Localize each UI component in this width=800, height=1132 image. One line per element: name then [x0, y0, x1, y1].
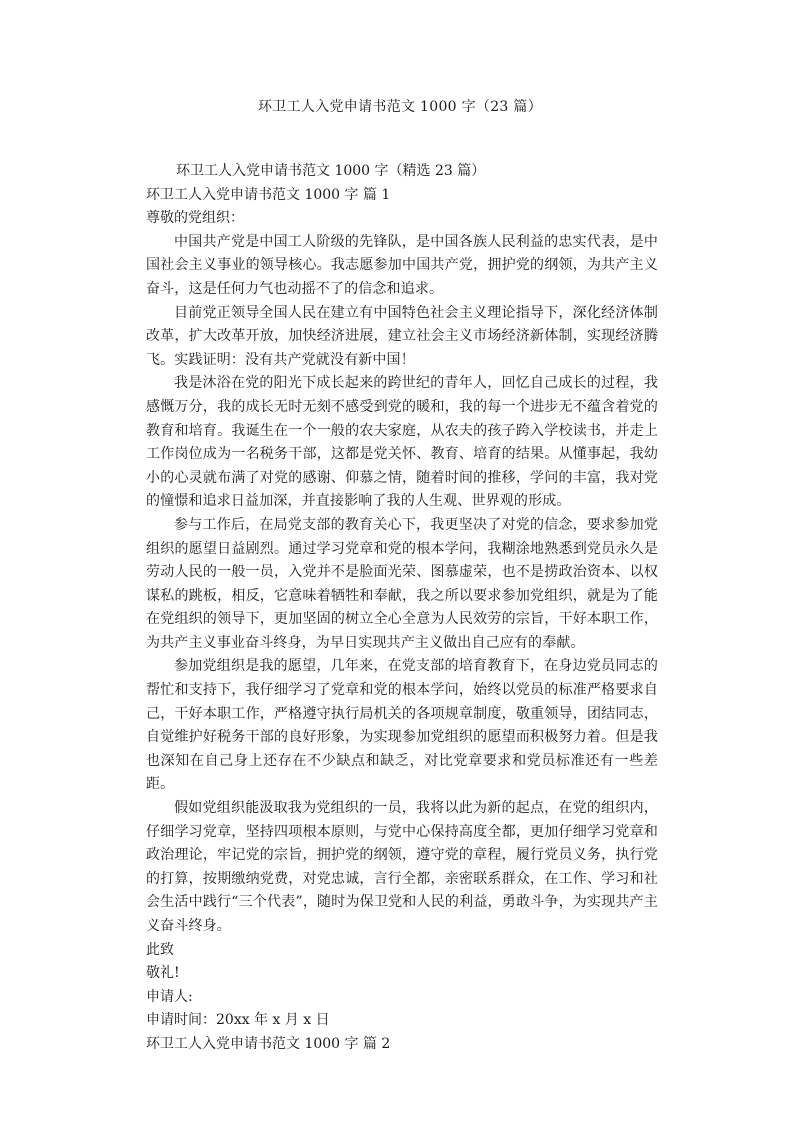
- salutation: 尊敬的党组织：: [146, 210, 244, 227]
- paragraph-5: 参加党组织是我的愿望，几年来，在党支部的培育教育下，在身边党员同志的帮忙和支持下，我仔细学习了党章和党的根本学问，始终以党员的标准严格要求自己，干好本职工作，严格遵守执行局机关的各项规章制度，敬重领导，团结同志，自觉维护好税务干部的良好形象，为实现参加党组织的愿望而积极努力着。但是我也深知在自己身上还存在不少缺点和缺乏，对比党章要求和党员标准还有一些差距。: [146, 658, 658, 793]
- date-line: 申请时间：20xx 年 x 月 x 日: [146, 1012, 330, 1029]
- document-title: 环卫工人入党申请书范文 1000 字（23 篇）: [258, 99, 542, 115]
- section-heading-1: 环卫工人入党申请书范文 1000 字 篇 1: [146, 186, 391, 203]
- paragraph-2: 目前党正领导全国人民在建立有中国特色社会主义理论指导下，深化经济体制改革，扩大改革开放，加快经济进展，建立社会主义市场经济新体制，实现经济腾飞。实践证明：没有共产党就没有新中国！: [146, 304, 658, 368]
- section-heading-2: 环卫工人入党申请书范文 1000 字 篇 2: [146, 1035, 391, 1052]
- applicant-line: 申请人:: [146, 988, 193, 1005]
- closing-2: 敬礼!: [146, 965, 180, 982]
- paragraph-3: 我是沐浴在党的阳光下成长起来的跨世纪的青年人，回忆自己成长的过程，我感慨万分，我的成长无时无刻不感受到党的暖和，我的每一个进步无不蕴含着党的教育和培育。我诞生在一个一般的农夫家庭，从农夫的孩子跨入学校读书，并走上工作岗位成为一名税务干部，这都是党关怀、教育、培育的结果。从懂事起，我幼小的心灵就布满了对党的感谢、仰慕之情，随着时间的推移，学问的丰富，我对党的憧憬和追求日益加深，并直接影响了我的人生观、世界观的形成。: [146, 375, 658, 510]
- paragraph-1: 中国共产党是中国工人阶级的先锋队，是中国各族人民利益的忠实代表，是中国社会主义事业的领导核心。我志愿参加中国共产党，拥护党的纲领，为共产主义奋斗，这是任何力气也动摇不了的信念和追求。: [146, 233, 658, 297]
- closing-1: 此致: [146, 941, 174, 958]
- paragraph-6: 假如党组织能汲取我为党组织的一员，我将以此为新的起点，在党的组织内，仔细学习党章，坚持四项根本原则，与党中心保持高度全都，更加仔细学习党章和政治理论，牢记党的宗旨，拥护党的纲领，遵守党的章程，履行党员义务，执行党的打算，按期缴纳党费，对党忠诚，言行全都，亲密联系群众，在工作、学习和社会生活中践行“三个代表”，随时为保卫党和人民的利益，勇敢斗争，为实现共产主义奋斗终身。: [146, 800, 658, 934]
- document-subtitle: 环卫工人入党申请书范文 1000 字（精选 23 篇）: [176, 163, 486, 179]
- document-body: [146, 160, 658, 1057]
- paragraph-4: 参与工作后，在局党支部的教育关心下，我更坚决了对党的信念，要求参加党组织的愿望日益剧烈。通过学习党章和党的根本学问，我糊涂地熟悉到党员永久是劳动人民的一般一员，入党并不是脸面光荣、图慕虚荣，也不是捞政治资本、以权谋私的跳板，相反，它意味着牺牲和奉献，我之所以要求参加党组织，就是为了能在党组织的领导下，更加坚固的树立全心全意为人民效劳的宗旨，干好本职工作，为共产主义事业奋斗终身，为早日实现共产主义做出自己应有的奉献。: [146, 516, 658, 651]
